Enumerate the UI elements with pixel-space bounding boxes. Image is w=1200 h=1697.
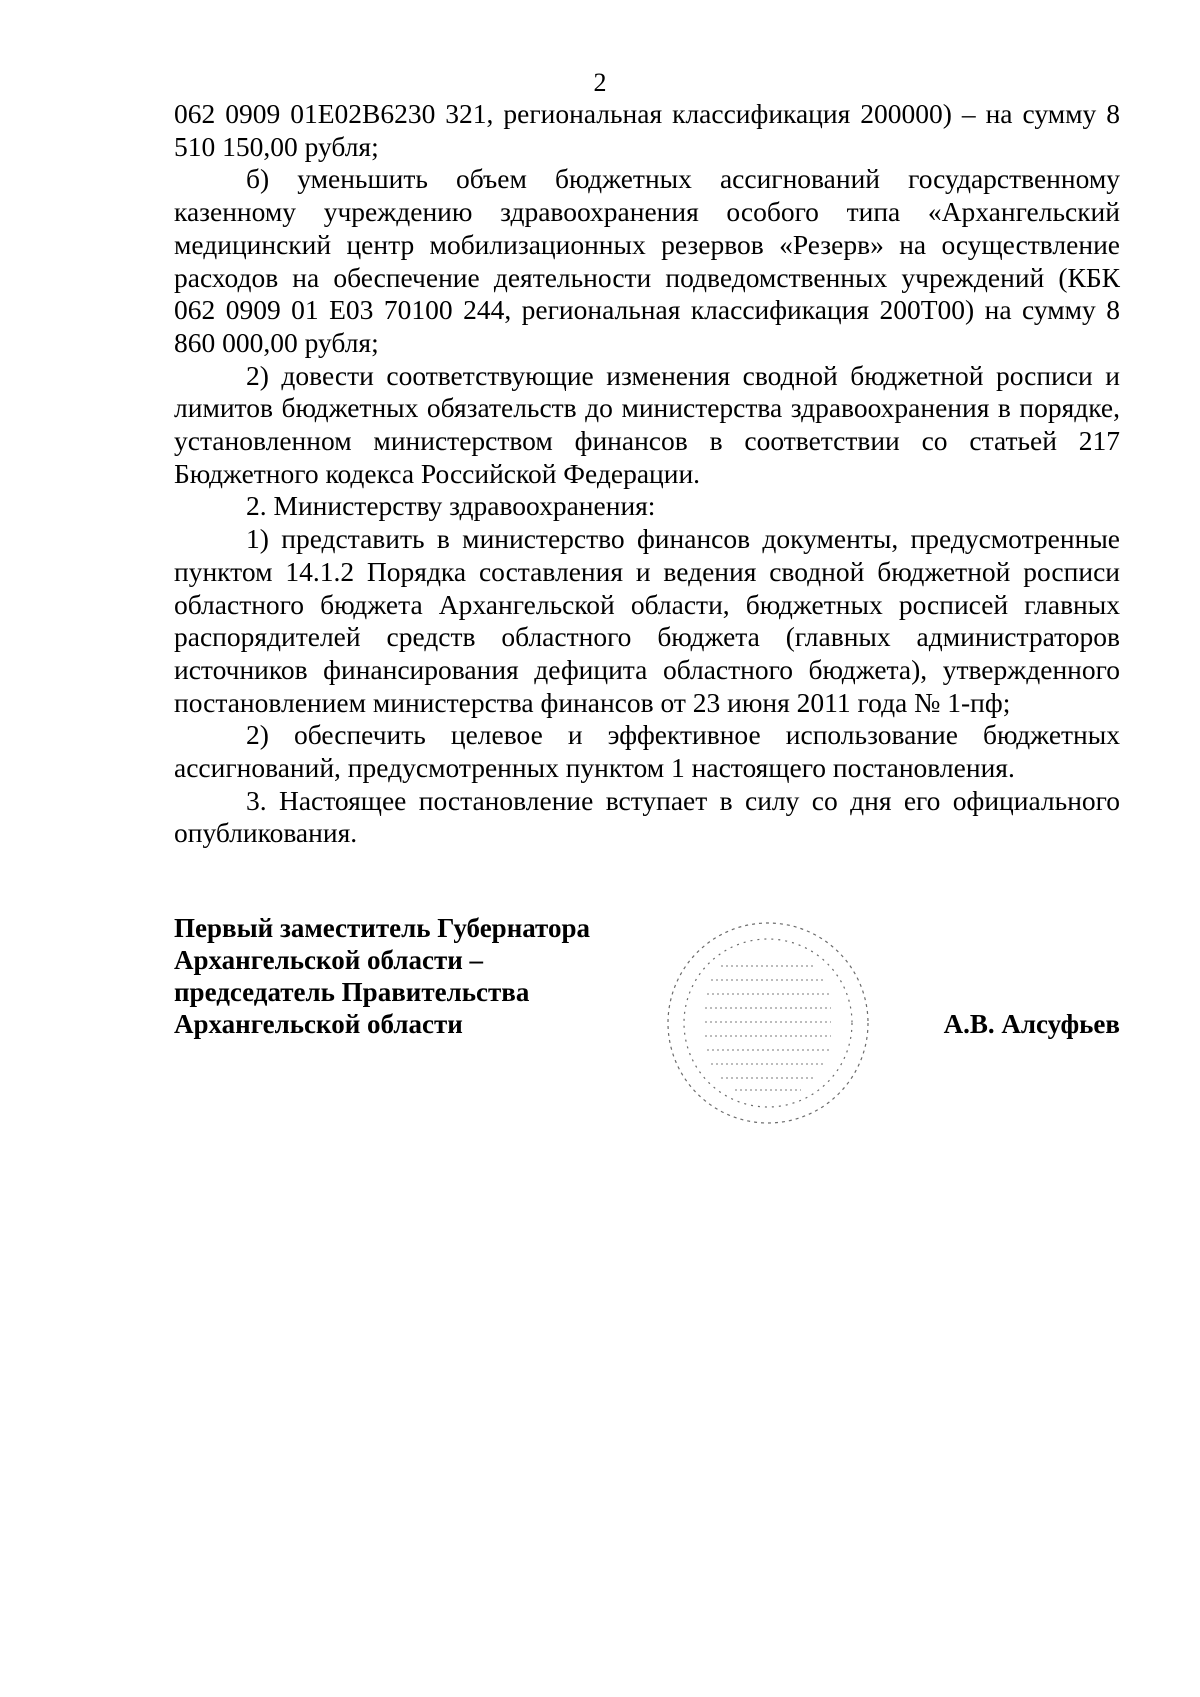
document-body — [174, 98, 1120, 850]
paragraph-bring-changes: 2) довести соответствующие изменения сводной бюджетной росписи и лимитов бюджетных обязательств до министерства здравоохранения в порядке, установленном министерством финансов в соответствии со статьей 217 Бюджетного кодекса Российской Федерации. — [174, 359, 1120, 489]
signatory-title-line: председатель Правительства — [174, 977, 530, 1007]
signatory-title — [174, 912, 590, 1040]
paragraph-reduce-allocations: б) уменьшить объем бюджетных ассигнований государственному казенному учреждению здравоохранения особого типа «Архангельский медицинский центр мобилизационных резервов «Резерв» на осуществление расходов на обеспечение деятельности подведомственных учреждений (КБК 062 0909 01 E03 70100 244, региональная классификация 200Т00) на сумму 8 860 000,00 рубля; — [174, 163, 1120, 358]
official-seal-icon — [663, 918, 873, 1128]
paragraph-budget-amount: 062 0909 01E02B6230 321, региональная классификация 200000) – на сумму 8 510 150,00 рубля; — [174, 98, 1120, 162]
signatory-title-line: Архангельской области – — [174, 945, 484, 975]
paragraph-ensure-usage: 2) обеспечить целевое и эффективное использование бюджетных ассигнований, предусмотренных пунктом 1 настоящего постановления. — [174, 719, 1120, 784]
signatory-title-line: Архангельской области — [174, 1009, 463, 1039]
page-number: 2 — [593, 68, 607, 97]
signer-name: А.В. Алсуфьев — [943, 1009, 1120, 1039]
paragraph-section-2-heading: 2. Министерству здравоохранения: — [246, 490, 656, 522]
signatory-title-line: Первый заместитель Губернатора — [174, 913, 590, 943]
paragraph-effective-date: 3. Настоящее постановление вступает в силу со дня его официального опубликования. — [174, 784, 1120, 849]
paragraph-submit-documents: 1) представить в министерство финансов документы, предусмотренные пунктом 14.1.2 Порядка составления и ведения сводной бюджетной росписи областного бюджета Архангельской области, бюджетных росписей главных распорядителей средств областного бюджета (главных администраторов источников финансирования дефицита областного бюджета), утвержденного постановлением министерства финансов от 23 июня 2011 года № 1-пф; — [174, 523, 1120, 718]
